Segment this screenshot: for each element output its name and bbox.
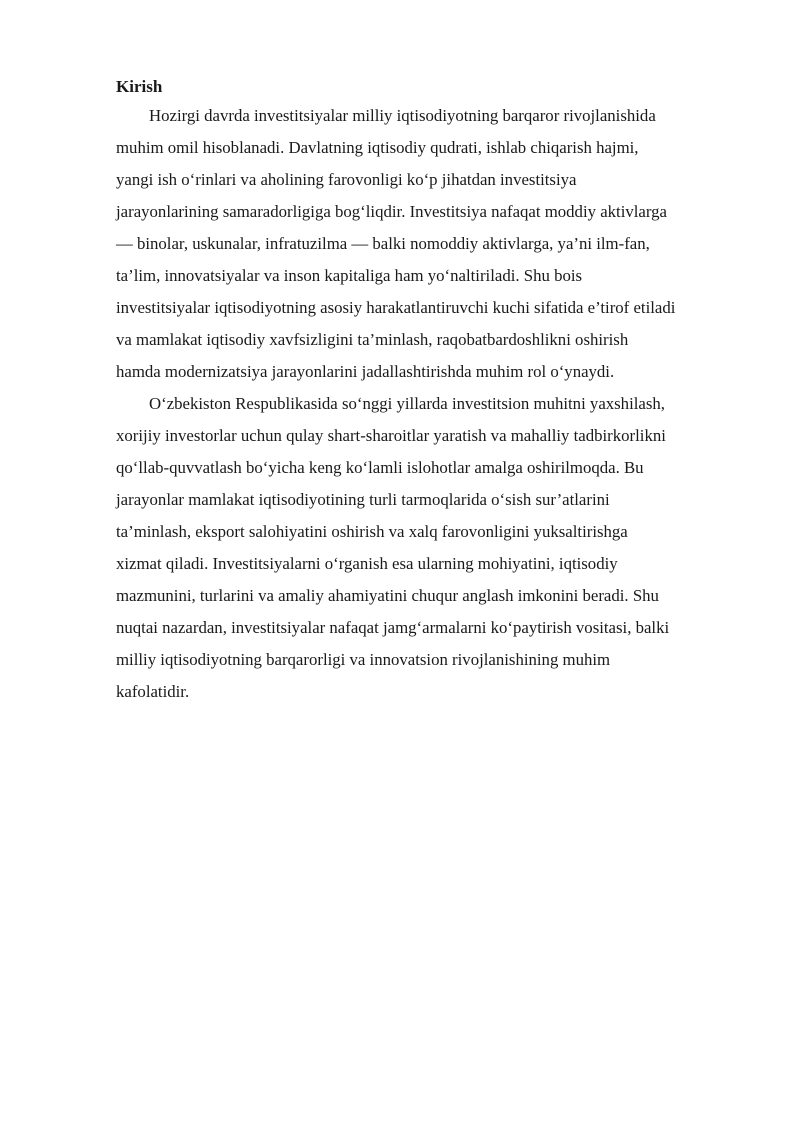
paragraph-line: O‘zbekiston Respublikasida so‘nggi yillarda investitsion muhitni yaxshilash, [149, 394, 665, 413]
paragraph-line: ta’lim, innovatsiyalar va inson kapitaliga ham yo‘naltiriladi. Shu bois [116, 266, 583, 285]
paragraph-line: — binolar, uskunalar, infratuzilma — balki nomoddiy aktivlarga, ya’ni ilm-fan, [116, 234, 650, 253]
paragraph-line: jarayonlar mamlakat iqtisodiyotining turli tarmoqlarida o‘sish sur’atlarini [116, 490, 610, 509]
paragraph-line: milliy iqtisodiyotning barqarorligi va innovatsion rivojlanishining muhim [116, 650, 611, 669]
paragraph-line: yangi ish o‘rinlari va aholining farovonligi ko‘p jihatdan investitsiya [116, 170, 577, 189]
paragraph-line: nuqtai nazardan, investitsiyalar nafaqat jamg‘armalarni ko‘paytirish vositasi, balki [116, 618, 670, 637]
paragraph-line: mazmunini, turlarini va amaliy ahamiyatini chuqur anglash imkonini beradi. Shu [116, 586, 659, 605]
paragraph-line: xizmat qiladi. Investitsiyalarni o‘rganish esa ularning mohiyatini, iqtisodiy [116, 554, 618, 573]
paragraph-line: kafolatidir. [116, 682, 190, 701]
paragraph-line: jarayonlarining samaradorligiga bog‘liqdir. Investitsiya nafaqat moddiy aktivlarga [116, 202, 667, 221]
paragraph-line: qo‘llab-quvvatlash bo‘yicha keng ko‘lamli islohotlar amalga oshirilmoqda. Bu [116, 458, 644, 477]
section-heading: Kirish [116, 77, 163, 96]
paragraph-line: ta’minlash, eksport salohiyatini oshirish va xalq farovonligini yuksaltirishga [116, 522, 628, 541]
paragraph-line: hamda modernizatsiya jarayonlarini jadallashtirishda muhim rol o‘ynaydi. [116, 362, 615, 381]
document-body [116, 74, 744, 708]
paragraph-line: xorijiy investorlar uchun qulay shart-sharoitlar yaratish va mahalliy tadbirkorlikni [116, 426, 666, 445]
paragraph-1 [116, 100, 744, 388]
paragraph-line: va mamlakat iqtisodiy xavfsizligini ta’minlash, raqobatbardoshlikni oshirish [116, 330, 629, 349]
paragraph-line: muhim omil hisoblanadi. Davlatning iqtisodiy qudrati, ishlab chiqarish hajmi, [116, 138, 639, 157]
paragraph-line: Hozirgi davrda investitsiyalar milliy iqtisodiyotning barqaror rivojlanishida [149, 106, 656, 125]
paragraph-line: investitsiyalar iqtisodiyotning asosiy harakatlantiruvchi kuchi sifatida e’tirof etiladi [116, 298, 676, 317]
paragraph-2 [116, 388, 744, 708]
